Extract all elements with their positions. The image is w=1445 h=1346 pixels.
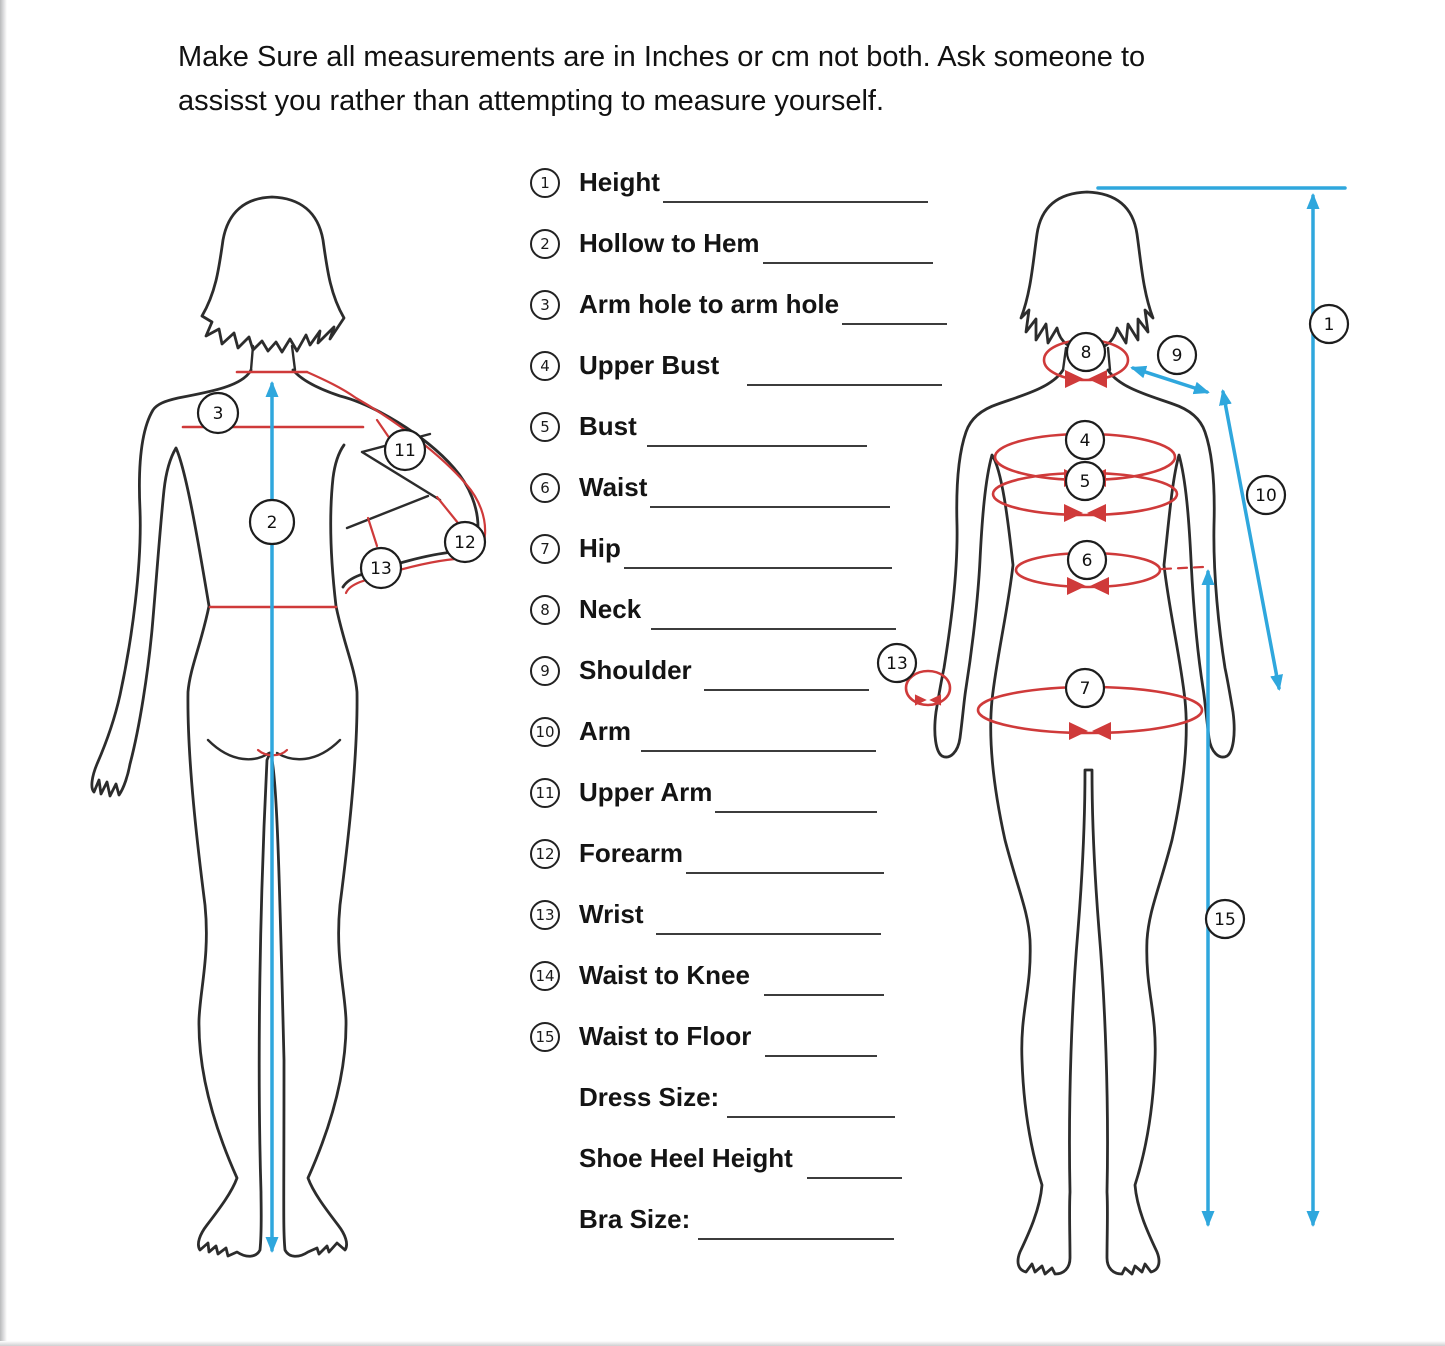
svg-text:15: 15 [1214, 910, 1236, 930]
measurement-number-badge: 9 [530, 656, 560, 686]
marker-4 [1066, 421, 1104, 459]
measurement-number-badge: 8 [530, 595, 560, 625]
measurement-number-badge: 2 [530, 229, 560, 259]
svg-text:13: 13 [370, 559, 392, 579]
measurement-number-badge: 5 [530, 412, 560, 442]
measurement-number-badge: 12 [530, 839, 560, 869]
measurement-number-badge: 10 [530, 717, 560, 747]
marker-7 [1066, 669, 1104, 707]
marker-15 [1206, 900, 1244, 938]
blank-fill-line [647, 431, 867, 447]
measurement-label: Waist to Floor [579, 1021, 752, 1051]
field-label: Dress Size: [579, 1082, 720, 1112]
wrist-tick [368, 518, 377, 546]
measurement-label: Hollow to Hem [579, 228, 760, 258]
measurement-label: Arm [579, 716, 632, 746]
scan-edge-left [0, 0, 7, 1346]
svg-text:12: 12 [454, 533, 476, 553]
measurement-label: Bust [579, 411, 637, 441]
field-label: Bra Size: [579, 1204, 691, 1234]
front-view-figure [865, 180, 1357, 1305]
blank-fill-line [650, 492, 890, 508]
field-label: Shoe Heel Height [579, 1143, 793, 1173]
marker-6 [1068, 541, 1106, 579]
measurement-label: Upper Arm [579, 777, 713, 807]
svg-text:6: 6 [1081, 551, 1093, 571]
measurement-label: Hip [579, 533, 621, 563]
header-note-line2: assisst you rather than attempting to measure yourself. [178, 84, 885, 117]
marker-5 [1066, 462, 1104, 500]
measurement-number-badge: 4 [530, 351, 560, 381]
measurement-number-badge: 7 [530, 534, 560, 564]
front-head-outline [1021, 192, 1153, 350]
measurement-label: Neck [579, 594, 642, 624]
blank-fill-line [624, 553, 892, 569]
svg-text:8: 8 [1080, 343, 1092, 363]
measurement-label: Upper Bust [579, 350, 720, 380]
marker-3 [198, 393, 238, 433]
blank-fill-line [765, 1041, 877, 1057]
marker-8 [1067, 333, 1105, 371]
marker-13 [361, 548, 401, 588]
measurement-label: Forearm [579, 838, 684, 868]
measurement-label: Waist to Knee [579, 960, 750, 990]
blank-fill-line [715, 797, 877, 813]
marker-13-front [878, 644, 916, 682]
arm-length-arrow [1223, 392, 1279, 688]
marker-1 [1310, 305, 1348, 343]
measurement-label: Shoulder [579, 655, 692, 685]
measurement-number-badge: 14 [530, 961, 560, 991]
back-crease-lines [208, 740, 340, 759]
header-note-line1: Make Sure all measurements are in Inches or cm not both. Ask someone to [178, 41, 1146, 73]
front-body-outline [935, 370, 1234, 1274]
marker-9 [1158, 336, 1196, 374]
marker-2 [250, 500, 294, 544]
back-body-outline [92, 370, 357, 1256]
svg-text:11: 11 [394, 441, 416, 461]
svg-text:5: 5 [1079, 472, 1091, 492]
blank-fill-line [686, 858, 884, 874]
back-view-figure [88, 182, 512, 1302]
svg-text:3: 3 [212, 404, 224, 424]
forearm-tick [437, 497, 458, 523]
hip-girth-arrows [1069, 722, 1111, 740]
measurement-number-badge: 3 [530, 290, 560, 320]
measurement-label: Arm hole to arm hole [579, 289, 840, 319]
svg-text:7: 7 [1079, 679, 1091, 699]
wrist-girth-ellipse [906, 671, 950, 705]
measurement-label: Height [579, 167, 660, 197]
blank-fill-line [704, 675, 869, 691]
marker-11 [385, 430, 425, 470]
svg-text:10: 10 [1255, 486, 1277, 506]
svg-text:4: 4 [1079, 431, 1091, 451]
back-head-outline [202, 197, 344, 352]
marker-10 [1247, 476, 1285, 514]
marker-12 [445, 522, 485, 562]
header-note [178, 36, 1308, 123]
scan-edge-bottom [0, 1341, 1445, 1346]
back-neck-lines [251, 346, 295, 370]
blank-fill-line [656, 919, 881, 935]
waist-dashed-line [1162, 567, 1203, 569]
measurement-number-badge: 6 [530, 473, 560, 503]
measurement-number-badge: 15 [530, 1022, 560, 1052]
blank-fill-line [651, 614, 896, 630]
measurement-number-badge: 1 [530, 168, 560, 198]
measurement-number-badge: 13 [530, 900, 560, 930]
measurement-number-badge: 11 [530, 778, 560, 808]
measurement-label: Waist [579, 472, 648, 502]
svg-text:9: 9 [1171, 346, 1183, 366]
svg-text:1: 1 [1323, 315, 1335, 335]
blank-fill-line [641, 736, 876, 752]
bust-girth-arrows [1064, 504, 1106, 522]
measurement-label: Wrist [579, 899, 644, 929]
svg-text:2: 2 [266, 513, 278, 533]
svg-text:13: 13 [886, 654, 908, 674]
